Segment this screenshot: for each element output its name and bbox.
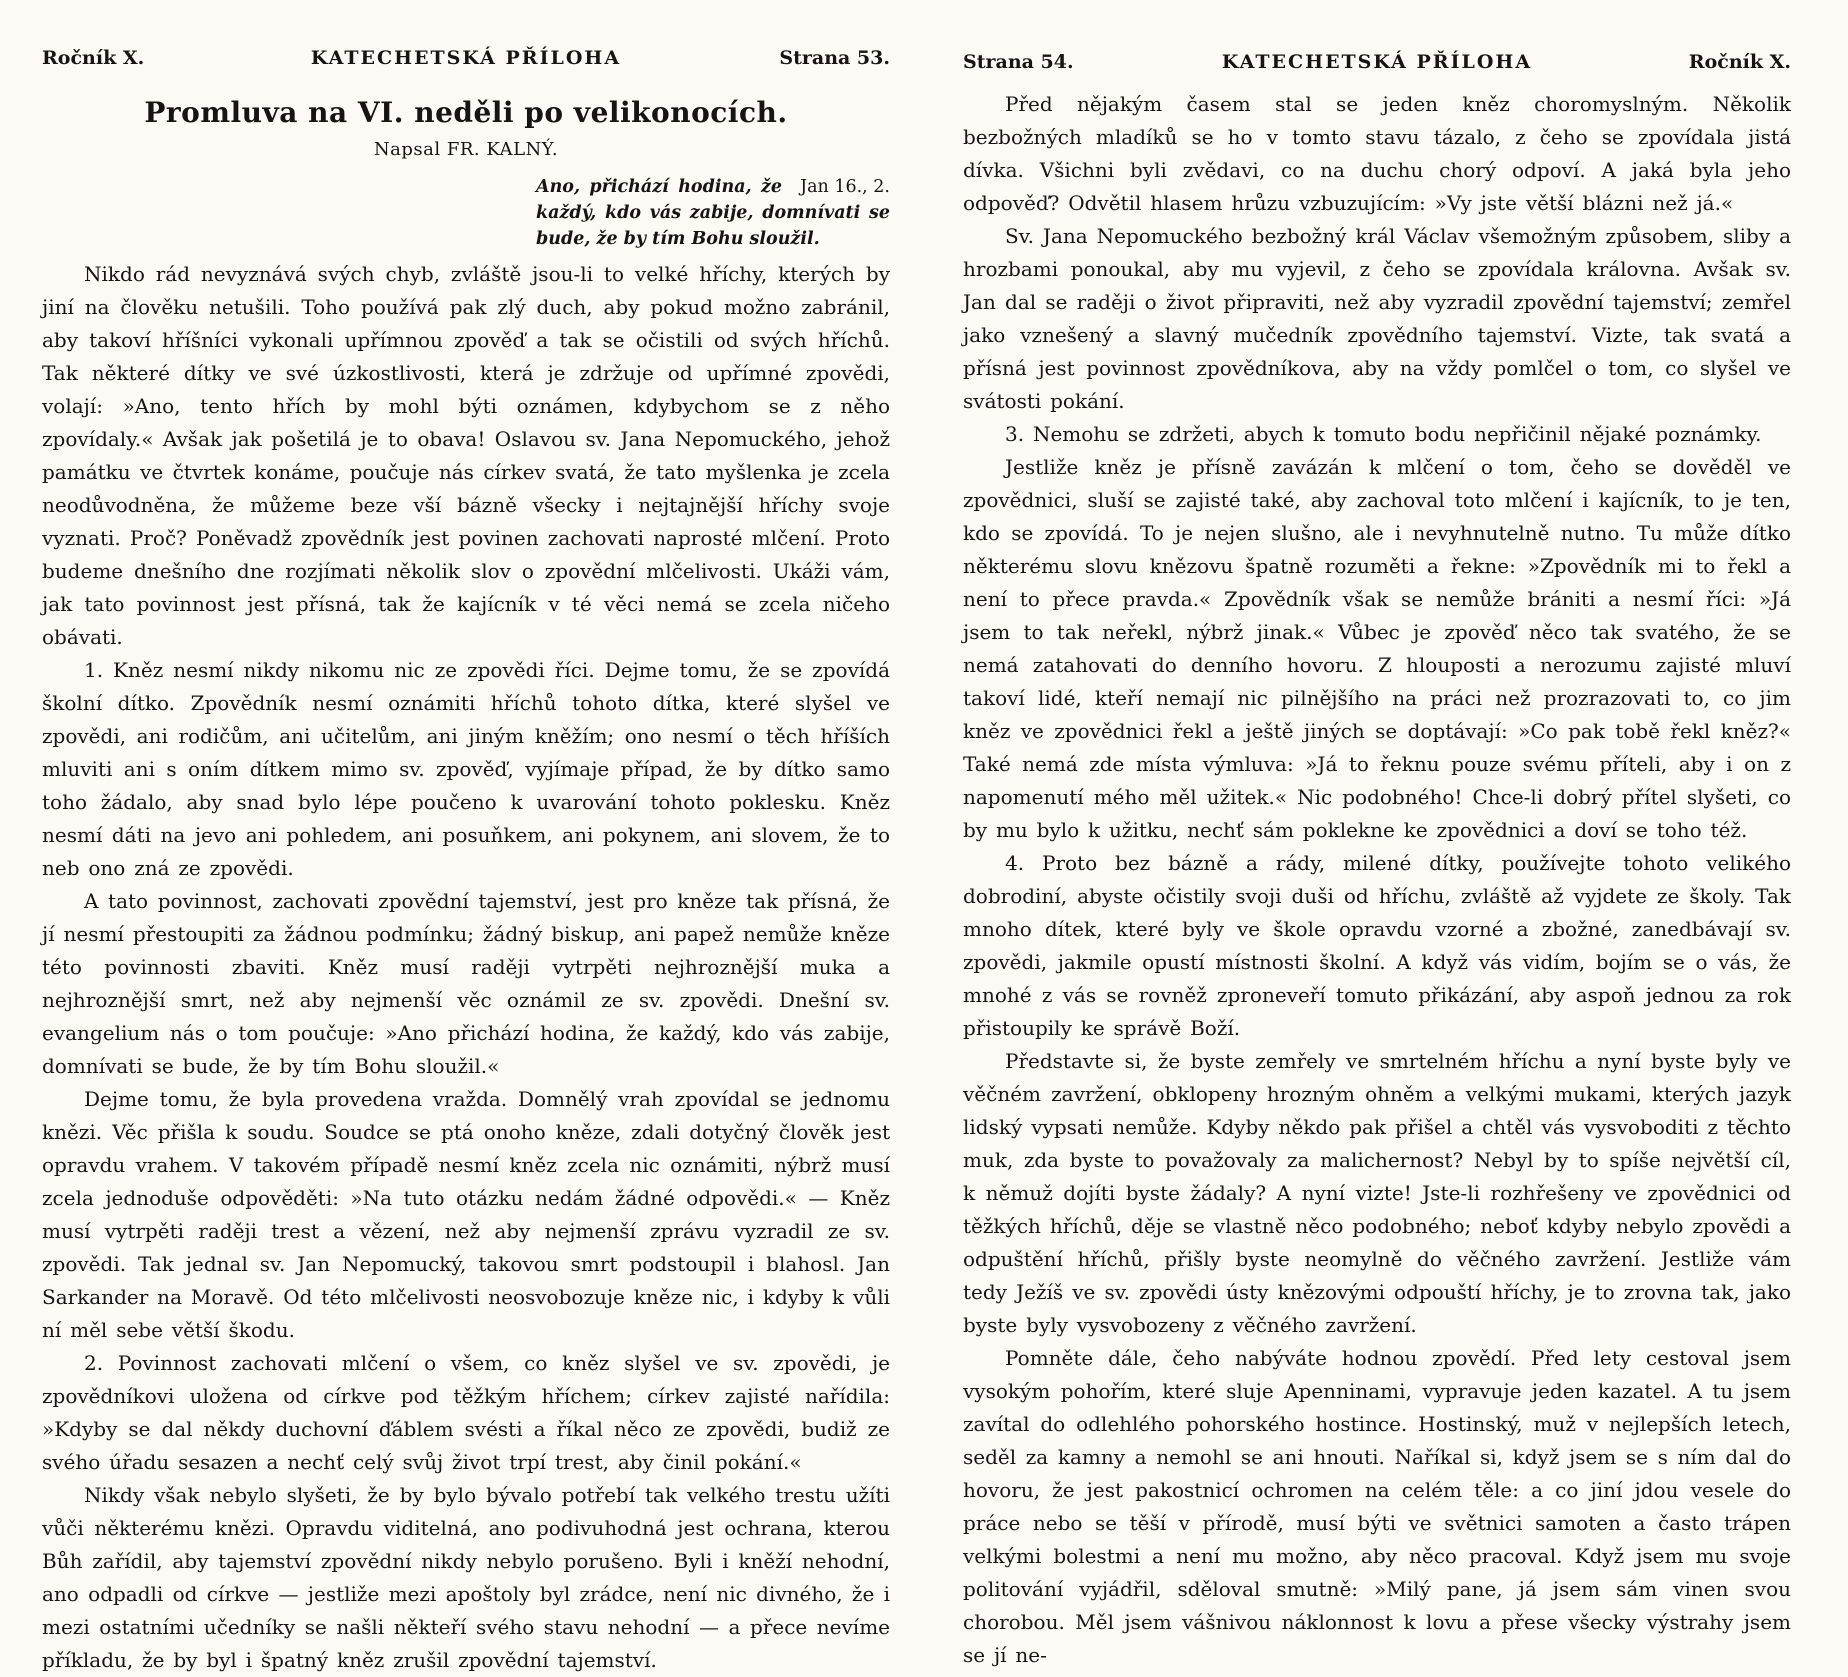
- author-byline: Napsal FR. KALNÝ.: [373, 139, 559, 160]
- page-header: [42, 46, 890, 70]
- paragraph: Před nějakým časem stal se jeden kněz choromyslným. Několik bezbožných mladíků se ho v tomto stavu tázalo, z čeho se zpovídala jistá dívka. Všichni byli zvědavi, co na duchu chorý odpoví. A jaká byla jeho odpověď? Odvětil hlasem hrůzu vzbuzujícím: »Vy jste větší blázni než já.«: [963, 92, 1791, 215]
- page-header: [963, 50, 1791, 74]
- paragraph: 2. Povinnost zachovati mlčení o všem, co kněz slyšel ve sv. zpovědi, je zpovědníkovi uložena od církve pod těžkým hříchem; církev zajisté nařídila: »Kdyby se dal někdy duchovní ďáblem svésti a říkal něco ze zpovědi, budiž ze svého úřadu sesazen a nechť celý svůj život trpí trest, aby činil pokání.«: [42, 1351, 890, 1474]
- paragraph: 3. Nemohu se zdržeti, abych k tomuto bodu nepřičinil nějaké poznámky.: [1005, 422, 1762, 446]
- paragraph: Představte si, že byste zemřely ve smrtelném hříchu a nyní byste byly ve věčném zavržení, obklopeny hrozným ohněm a velkými mukami, kterých jazyk lidský vypsati nemůže. Kdyby někdo pak přišel a chtěl vás vysvoboditi z těchto muk, zda byste to považovaly za malichernost? Nebyl by to spíše největší cíl, k němuž dojíti byste žádaly? A nyní vizte! Jste-li rozhřešeny ve zpovědnici od těžkých hříchů, děje se vlastně něco podobného; neboť kdyby nebylo zpovědi a odpuštění hříchů, přišly byste neomylně do věčného zavržení. Jestliže vám tedy Ježíš ve sv. zpovědi ústy knězovými odpouští hříchy, je to zrovna tak, jako byste byly vysvobozeny z věčného zavržení.: [963, 1049, 1791, 1337]
- paragraph: 4. Proto bez bázně a rády, milené dítky, používejte tohoto velikého dobrodiní, abyste očistily svoji duši od hříchu, zvláště až vyjdete ze školy. Tak mnoho dítek, které byly ve škole opravdu vzorné a zbožné, zanedbávají sv. zpovědi, jakmile opustí místnosti školní. A když vás vidím, bojím se o vás, že mnohé z vás se rovněž zproneveří tomuto přikázání, aby aspoň jednou za rok přistoupily ke správě Boží.: [963, 851, 1791, 1040]
- epigraph-text: Ano, přichází hodina, že každý, kdo vás zabije, domnívati se bude, že by tím Bohu sloužil.: [536, 177, 890, 249]
- page-number: Strana 53.: [779, 47, 890, 69]
- article-body-left: [42, 258, 890, 1677]
- scripture-epigraph: [536, 174, 890, 252]
- journal-title: KATECHETSKÁ PŘÍLOHA: [310, 47, 622, 69]
- article-body-right: [963, 88, 1791, 1672]
- paragraph: Nikdy však nebylo slyšeti, že by bylo bývalo potřebí tak velkého trestu užíti vůči některému knězi. Opravdu viditelná, ano podivuhodná jest ochrana, kterou Bůh zařídil, aby tajemství zpovědní nikdy nebylo porušeno. Byli i kněží nehodní, ano odpadli od církve — jestliže mezi apoštoly byl zrádce, není nic divného, že i mezi ostatními učedníky se našli někteří svého stavu nehodní — a přece nevíme příkladu, že by byl i špatný kněz zrušil zpovědní tajemství.: [42, 1483, 890, 1672]
- page-number: Strana 54.: [963, 51, 1074, 73]
- article-title: Promluva na VI. neděli po velikonocích.: [144, 96, 788, 129]
- paragraph: Nikdo rád nevyznává svých chyb, zvláště jsou-li to velké hříchy, kterých by jiní na člověku netušili. Toho používá pak zlý duch, aby pokud možno zabránil, aby takoví hříšníci vykonali upřímnou zpověď a tak se očistili od svých hříchů. Tak některé dítky ve své úzkostlivosti, která je zdržuje od upřímné zpovědi, volají: »Ano, tento hřích by mohl býti oznámen, kdybychom se z něho zpovídaly.« Avšak jak pošetilá je to obava! Oslavou sv. Jana Nepomuckého, jehož památku ve čtvrtek konáme, poučuje nás církev svatá, že tato myšlenka je zcela neodůvodněna, že můžeme beze vší bázně všecky i nejtajnější hříchy svoje vyznati. Proč? Poněvadž zpovědník jest povinen zachovati naprosté mlčení. Proto budeme dnešního dne rozjímati několik slov o zpovědní mlčelivosti. Ukáži vám, jak tato povinnost jest přísná, tak že kajícník v té věci nemá se zcela ničeho obávati.: [42, 262, 890, 649]
- page-left: [42, 0, 890, 1677]
- volume-label: Ročník X.: [42, 47, 145, 69]
- paragraph: A tato povinnost, zachovati zpovědní tajemství, jest pro kněze tak přísná, že jí nesmí přestoupiti za žádnou podmínku; žádný biskup, ani papež nemůže kněze této povinnosti zbaviti. Kněz musí raději vytrpěti nejhroznější muka a nejhroznější smrt, než aby nejmenší věc oznámil ze sv. zpovědi. Dnešní sv. evangelium nás o tom poučuje: »Ano přichází hodina, že každý, kdo vás zabije, domnívati se bude, že by tím Bohu sloužil.«: [42, 889, 890, 1078]
- paragraph: Sv. Jana Nepomuckého bezbožný král Václav všemožným způsobem, sliby a hrozbami ponoukal, aby mu vyjevil, z čeho se zpovídala královna. Avšak sv. Jan dal se raději o život připraviti, než aby vyzradil zpovědní tajemství; zemřel jako vznešený a slavný mučedník zpovědního tajemství. Vizte, tak svatá a přísná jest povinnost zpovědníkova, aby na vždy pomlčel o tom, co slyšel ve svátosti pokání.: [963, 224, 1791, 413]
- paragraph: 1. Kněz nesmí nikdy nikomu nic ze zpovědi říci. Dejme tomu, že se zpovídá školní dítko. Zpovědník nesmí oznámiti hříchů tohoto dítka, které slyšel ve zpovědi, ani rodičům, ani učitelům, ani jiným kněžím; ono nesmí o těch hříších mluviti ani s oním dítkem mimo sv. zpověď, vyjímaje případ, že by dítko samo toho žádalo, aby snad bylo lépe poučeno k uvarování tohoto poklesku. Kněz nesmí dáti na jevo ani pohledem, ani posuňkem, ani pokynem, ani slovem, že to neb ono zná ze zpovědi.: [42, 658, 890, 880]
- journal-title: KATECHETSKÁ PŘÍLOHA: [1221, 51, 1533, 73]
- page-right: [963, 0, 1791, 1672]
- paragraph: Pomněte dále, čeho nabýváte hodnou zpovědí. Před lety cestoval jsem vysokým pohořím, které sluje Apenninami, vypravuje jeden kazatel. A tu jsem zavítal do odlehlého pohorského hostince. Hostinský, muž v nejlepších letech, seděl za kamny a nemohl se ani hnouti. Naříkal si, když jsem se s ním dal do hovoru, že jest pakostnicí ochromen na celém těle: a co jiní jdou vesele do práce nebo se těší v přírodě, musí býti ve světnici samoten a často trápen velkými bolestmi a není mu možno, aby něco pracoval. Když jsem mu svoje politování vyjádřil, sděloval smutně: »Milý pane, já jsem sám vinen svou chorobou. Měl jsem vášnivou náklonnost k lovu a přese všecky výstrahy jsem se jí ne-: [963, 1346, 1791, 1667]
- epigraph-reference: Jan 16., 2.: [800, 177, 890, 197]
- volume-label: Ročník X.: [1688, 51, 1791, 73]
- paragraph: Jestliže kněz je přísně zavázán k mlčení o tom, čeho se dověděl ve zpovědnici, sluší se zajisté také, aby zachoval toto mlčení i kajícník, to je ten, kdo se zpovídá. To je nejen slušno, ale i nevyhnutelně nutno. Tu může dítko některému slovu knězovu špatně rozuměti a řekne: »Zpovědník mi to řekl a není to přece pravda.« Zpovědník však se nemůže brániti a nesmí říci: »Já jsem to tak neřekl, nýbrž jinak.« Vůbec je zpověď něco tak svatého, že se nemá zatahovati do denního hovoru. Z hlouposti a nerozumu zajisté mluví takoví lidé, kteří nemají nic pilnějšího na práci než prozrazovati to, co jim kněz ve zpovědnici řekl a ještě jiných se doptávají: »Co pak tobě řekl kněz?« Také nemá zde místa výmluva: »Já to řeknu pouze svému příteli, aby i on z napomenutí mého měl užitek.« Nic podobného! Chce-li dobrý přítel slyšeti, co by mu bylo k užitku, nechť sám poklekne ke zpovědnici a doví se toho též.: [963, 455, 1791, 842]
- paragraph: Dejme tomu, že byla provedena vražda. Domnělý vrah zpovídal se jednomu knězi. Věc přišla k soudu. Soudce se ptá onoho kněze, zdali dotyčný člověk jest opravdu vrahem. V takovém případě nesmí kněz zcela nic oznámiti, nýbrž musí zcela jednoduše odpověděti: »Na tuto otázku nedám žádné odpovědi.« — Kněz musí vytrpěti raději trest a vězení, než aby nejmenší zprávu vyzradil ze sv. zpovědi. Tak jednal sv. Jan Nepomucký, takovou smrt podstoupil i blahosl. Jan Sarkander na Moravě. Od této mlčelivosti neosvobozuje kněze nic, i kdyby k vůli ní měl sebe větší škodu.: [42, 1087, 890, 1342]
